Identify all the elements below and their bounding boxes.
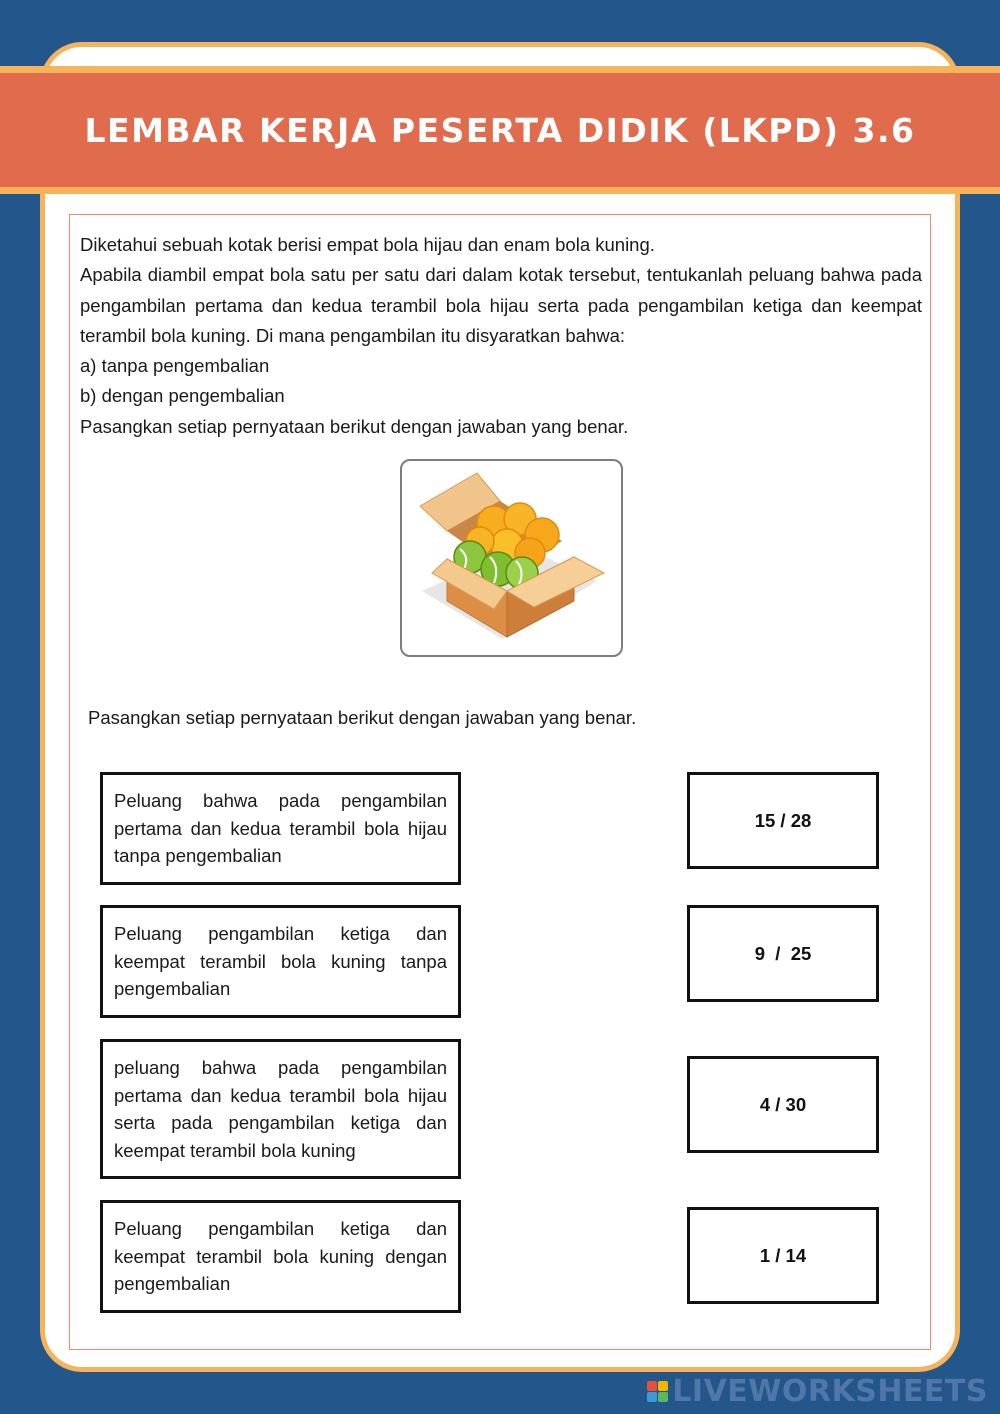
statement-box[interactable]: Peluang pengambilan ketiga dan keempat terambil bola kuning dengan pengembalian	[100, 1200, 461, 1313]
answer-box[interactable]: 9 / 25	[687, 905, 879, 1002]
statement-box[interactable]: Peluang bahwa pada pengambilan pertama dan kedua terambil bola hijau tanpa pengembalian	[100, 772, 461, 885]
intro-line: Pasangkan setiap pernyataan berikut dengan jawaban yang benar.	[80, 415, 629, 437]
intro-line: a) tanpa pengembalian	[80, 355, 270, 377]
page-title: LEMBAR KERJA PESERTA DIDIK (LKPD) 3.6	[84, 110, 916, 150]
answer-box[interactable]: 4 / 30	[687, 1056, 879, 1153]
watermark-text: LIVEWORKSHEETS	[672, 1374, 988, 1409]
box-of-balls-icon	[402, 461, 621, 655]
answer-box[interactable]: 1 / 14	[687, 1207, 879, 1304]
intro-line: Diketahui sebuah kotak berisi empat bola hijau dan enam bola kuning.	[80, 234, 655, 255]
intro-line: Apabila diambil empat bola satu per satu dari dalam kotak tersebut, tentukanlah peluang bahwa pada pengambilan pertama dan kedua terambil bola hijau serta pada pengambilan ketiga dan keempat terambil bola kuning. Di mana pengambilan itu disyaratkan bahwa:	[80, 264, 922, 346]
liveworksheets-watermark	[647, 1374, 988, 1409]
answer-box[interactable]: 15 / 28	[687, 772, 879, 869]
intro-line: b) dengan pengembalian	[80, 385, 285, 407]
statement-box[interactable]: Peluang pengambilan ketiga dan keempat terambil bola kuning tanpa pengembalian	[100, 905, 461, 1018]
header-banner	[0, 66, 1000, 194]
matching-instruction: Pasangkan setiap pernyataan berikut dengan jawaban yang benar.	[88, 707, 637, 728]
illustration-frame	[400, 459, 623, 657]
statement-box[interactable]: peluang bahwa pada pengambilan pertama dan kedua terambil bola hijau serta pada pengambilan ketiga dan keempat terambil bola kuning	[100, 1039, 461, 1179]
liveworksheets-logo-icon	[647, 1381, 668, 1402]
intro-text	[80, 230, 922, 442]
